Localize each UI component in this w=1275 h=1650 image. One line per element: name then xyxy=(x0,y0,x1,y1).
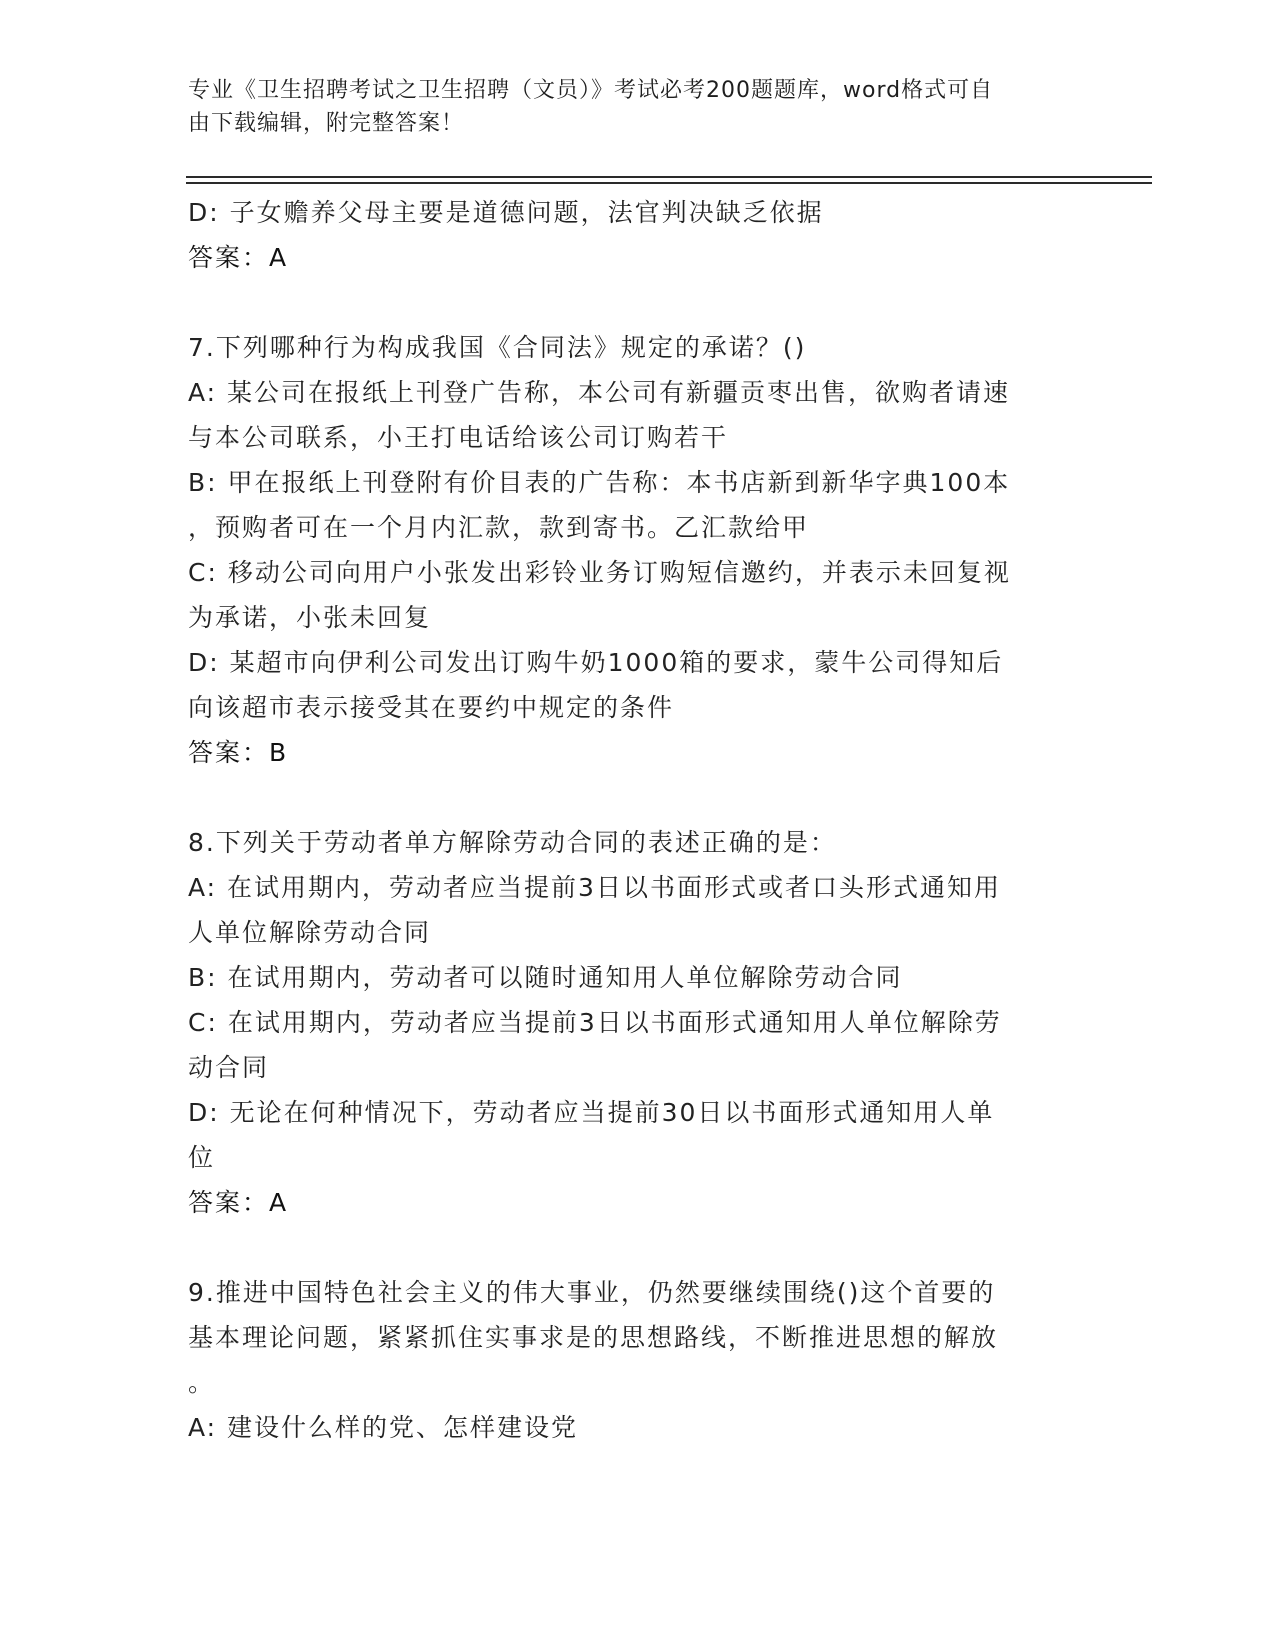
header-divider-top xyxy=(186,176,1152,178)
answer-line: 答案：A xyxy=(188,1188,289,1217)
text-line: ，预购者可在一个月内汇款，款到寄书。乙汇款给甲 xyxy=(188,513,810,542)
text-line: D: 无论在何种情况下，劳动者应当提前30日以书面形式通知用人单 xyxy=(188,1098,995,1127)
document-header xyxy=(188,74,1068,140)
text-line: 与本公司联系，小王打电话给该公司订购若干 xyxy=(188,423,729,452)
text-line: 动合同 xyxy=(188,1053,270,1082)
text-line: A: 某公司在报纸上刊登广告称，本公司有新疆贡枣出售，欲购者请速 xyxy=(188,378,1011,407)
question-content xyxy=(188,190,1088,1450)
text-line: C: 在试用期内，劳动者应当提前3日以书面形式通知用人单位解除劳 xyxy=(188,1008,1002,1037)
text-line: 8.下列关于劳动者单方解除劳动合同的表述正确的是： xyxy=(188,828,837,857)
answer-line: 答案：A xyxy=(188,243,289,272)
text-line: D: 子女赡养父母主要是道德问题，法官判决缺乏依据 xyxy=(188,198,824,227)
text-line: C: 移动公司向用户小张发出彩铃业务订购短信邀约，并表示未回复视 xyxy=(188,558,1011,587)
text-line: 9.推进中国特色社会主义的伟大事业，仍然要继续围绕()这个首要的 xyxy=(188,1278,996,1307)
text-line: A: 建设什么样的党、怎样建设党 xyxy=(188,1413,579,1442)
text-line: 基本理论问题，紧紧抓住实事求是的思想路线，不断推进思想的解放 xyxy=(188,1323,999,1352)
text-line: D: 某超市向伊利公司发出订购牛奶1000箱的要求，蒙牛公司得知后 xyxy=(188,648,1004,677)
question-gap xyxy=(188,775,1088,820)
header-line-2: 由下载编辑，附完整答案！ xyxy=(188,111,465,136)
text-line: 。 xyxy=(188,1368,216,1397)
text-line: B: 甲在报纸上刊登附有价目表的广告称：本书店新到新华字典100本 xyxy=(188,468,1011,497)
text-line: A: 在试用期内，劳动者应当提前3日以书面形式或者口头形式通知用 xyxy=(188,873,1001,902)
header-divider-bottom xyxy=(186,182,1152,184)
text-line: 人单位解除劳动合同 xyxy=(188,918,432,947)
question-gap xyxy=(188,280,1088,325)
text-line: B: 在试用期内，劳动者可以随时通知用人单位解除劳动合同 xyxy=(188,963,903,992)
question-gap xyxy=(188,1225,1088,1270)
answer-line: 答案：B xyxy=(188,738,289,767)
text-line: 向该超市表示接受其在要约中规定的条件 xyxy=(188,693,675,722)
text-line: 位 xyxy=(188,1143,216,1172)
text-line: 7.下列哪种行为构成我国《合同法》规定的承诺？() xyxy=(188,333,807,362)
text-line: 为承诺，小张未回复 xyxy=(188,603,432,632)
header-line-1: 专业《卫生招聘考试之卫生招聘（文员）》考试必考200题题库，word格式可自 xyxy=(188,78,994,103)
